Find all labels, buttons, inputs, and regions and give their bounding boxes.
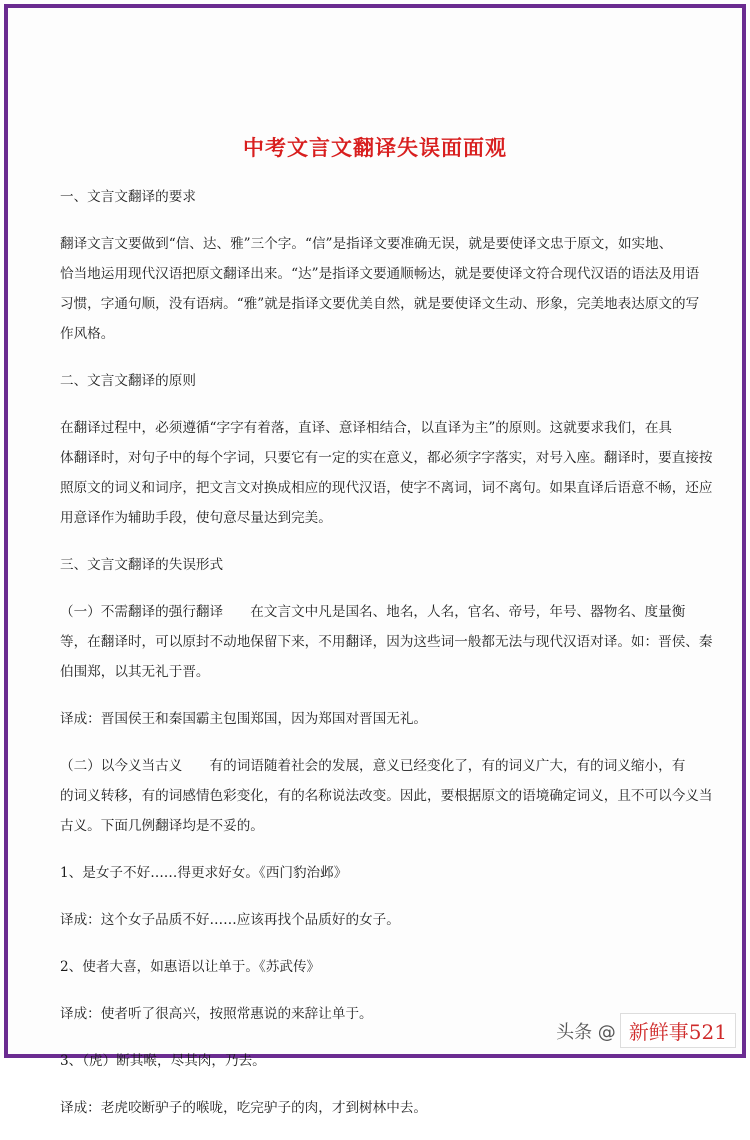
document-body bbox=[60, 182, 720, 1140]
translation-line: 译成：使者听了很高兴，按照常惠说的来辞让单于。 bbox=[60, 999, 720, 1029]
paragraph-line: 的词义转移，有的词感情色彩变化，有的名称说法改变。因此，要根据原文的语境确定词义，且不可以今义当 bbox=[60, 781, 720, 811]
example-sentence-3: 3、（虎）断其喉，尽其肉，乃去。 bbox=[60, 1046, 720, 1076]
paragraph-line: 在翻译过程中，必须遵循“字字有着落，直译、意译相结合，以直译为主”的原则。这就要求我们，在具 bbox=[60, 413, 720, 443]
paragraph-line: 体翻译时，对句子中的每个字词，只要它有一定的实在意义，都必须字字落实，对号入座。翻译时，要直接按 bbox=[60, 443, 720, 473]
paragraph-line: 恰当地运用现代汉语把原文翻译出来。“达”是指译文要通顺畅达，就是要使译文符合现代汉语的语法及用语 bbox=[60, 259, 720, 289]
section-heading-2: 二、文言文翻译的原则 bbox=[60, 366, 720, 396]
paragraph-requirements bbox=[60, 229, 720, 349]
example-sentence-2: 2、使者大喜，如惠语以让单于。《苏武传》 bbox=[60, 952, 720, 982]
document-title: 中考文言文翻译失误面面观 bbox=[0, 132, 750, 162]
paragraph-item-1 bbox=[60, 597, 720, 687]
translation-line: 译成：晋国侯王和秦国霸主包围郑国，因为郑国对晋国无礼。 bbox=[60, 704, 720, 734]
watermark bbox=[556, 1013, 736, 1048]
paragraph-line: 作风格。 bbox=[60, 319, 720, 349]
translation-line: 译成：老虎咬断驴子的喉咙，吃完驴子的肉，才到树林中去。 bbox=[60, 1093, 720, 1123]
paragraph-line: （二）以今义当古义 有的词语随着社会的发展，意义已经变化了，有的词义广大，有的词义缩小，有 bbox=[60, 751, 720, 781]
paragraph-line: 用意译作为辅助手段，使句意尽量达到完美。 bbox=[60, 503, 720, 533]
watermark-platform: 头条 @ bbox=[556, 1018, 616, 1044]
paragraph-item-2 bbox=[60, 751, 720, 841]
paragraph-line: 等，在翻译时，可以原封不动地保留下来，不用翻译，因为这些词一般都无法与现代汉语对译。如：晋侯、秦 bbox=[60, 627, 720, 657]
paragraph-line: 习惯，字通句顺，没有语病。“雅”就是指译文要优美自然，就是要使译文生动、形象，完美地表达原文的写 bbox=[60, 289, 720, 319]
section-heading-1: 一、文言文翻译的要求 bbox=[60, 182, 720, 212]
paragraph-line: 伯围郑，以其无礼于晋。 bbox=[60, 657, 720, 687]
section-heading-3: 三、文言文翻译的失误形式 bbox=[60, 550, 720, 580]
example-sentence-1: 1、是女子不好……得更求好女。《西门豹治邺》 bbox=[60, 858, 720, 888]
paragraph-line: 翻译文言文要做到“信、达、雅”三个字。“信”是指译文要准确无误，就是要使译文忠于原文，如实地、 bbox=[60, 229, 720, 259]
paragraph-line: 古义。下面几例翻译均是不妥的。 bbox=[60, 811, 720, 841]
paragraph-line: （一）不需翻译的强行翻译 在文言文中凡是国名、地名，人名，官名、帝号，年号、器物名、度量衡 bbox=[60, 597, 720, 627]
paragraph-principles bbox=[60, 413, 720, 533]
watermark-account: 新鲜事521 bbox=[620, 1013, 736, 1048]
translation-line: 译成：这个女子品质不好……应该再找个品质好的女子。 bbox=[60, 905, 720, 935]
paragraph-line: 照原文的词义和词序，把文言文对换成相应的现代汉语，使字不离词，词不离句。如果直译后语意不畅，还应 bbox=[60, 473, 720, 503]
